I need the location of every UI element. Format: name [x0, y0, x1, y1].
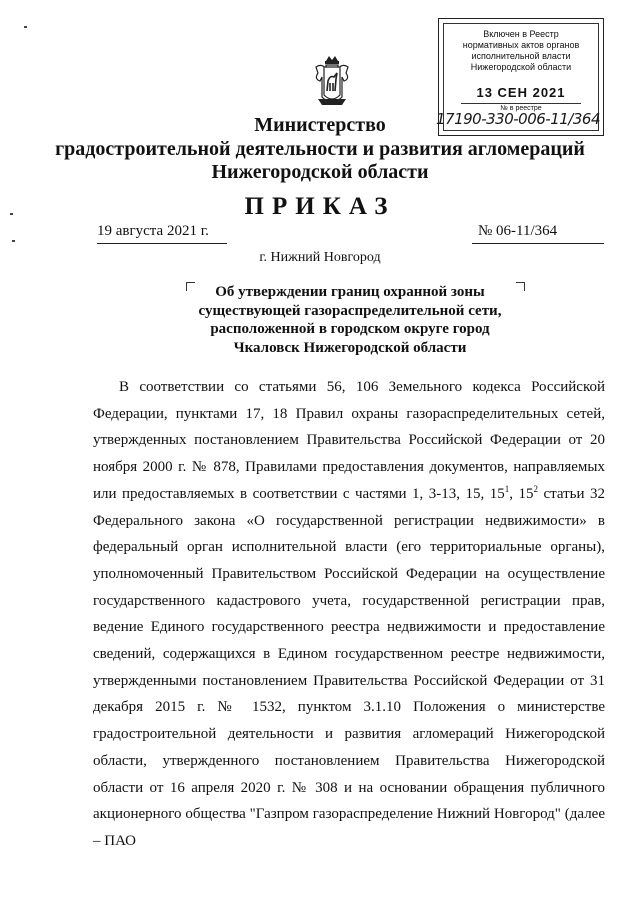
- scan-mark: [10, 213, 13, 215]
- number-underline: [472, 243, 604, 244]
- scan-mark: [12, 240, 15, 242]
- date-underline: [97, 243, 227, 244]
- stamp-registry-caption: № в реестре: [500, 105, 542, 112]
- coat-of-arms-icon: [312, 55, 352, 110]
- stamp-line-3: исполнительной власти: [471, 51, 571, 61]
- body-text-part-3: статьи 32 Федерального закона «О государственной регистрации недвижимости» в федеральный орган исполнительной власти (его территориальные органы), уполномоченный Правительством Российской Федерации на осуществление государственного кадастрового учета, государственной регистрации прав, ведение Единого государственного реестра недвижимости и предоставление сведений, содержащихся в Едином государственном реестре недвижимости, утвержденными постановлением Правительства Российской Федерации от 31 декабря 2015 г. № 1532, пунктом 3.1.10 Положения о министерстве градостроительной деятельности и развития агломераций Нижегородской области, утвержденного постановлением Правительства Нижегородской области от 16 апреля 2020 г. № 308 и на основании обращения публичного акционерного общества "Газпром газораспределение Нижний Новгород" (далее – ПАО: [93, 485, 606, 849]
- ministry-title-line-2: градостроительной деятельности и развития агломераций: [55, 138, 585, 160]
- stamp-line-2: нормативных актов органов: [462, 40, 580, 50]
- subject-line-4: Чкаловск Нижегородской области: [233, 339, 467, 356]
- scan-mark: [24, 26, 27, 28]
- stamp-date: 13 СЕН 2021: [476, 85, 566, 100]
- subject-line-1: Об утверждении границ охранной зоны: [215, 284, 485, 300]
- body-paragraph: [93, 374, 605, 855]
- handwritten-registry-number: 17190-330-006-11/364: [436, 110, 600, 128]
- document-type-heading: ПРИКАЗ: [244, 193, 396, 220]
- ministry-title-line-1: Министерство: [254, 114, 386, 136]
- subject-line-3: расположенной в городском округе город: [210, 321, 490, 337]
- subject-line-2: существующей газораспределительной сети,: [198, 302, 502, 319]
- stamp-line-4: Нижегородской области: [470, 62, 572, 72]
- document-number: № 06-11/364: [478, 223, 558, 239]
- body-text-part-1: В соответствии со статьями 56, 106 Земельного кодекса Российской Федерации, пунктами 17, 18 Правил охраны газораспределительных сетей, утвержденных постановлением Правительства Российской Федерации от 20 ноября 2000 г. № 878, Правилами предоставления документов, направляемых или предоставляемых в соответствии с частями 1, 3-13, 15, 15: [93, 379, 605, 502]
- stamp-line-1: Включен в Реестр: [483, 29, 559, 39]
- body-text-part-2: , 15: [509, 485, 534, 502]
- ministry-title-line-3: Нижегородской области: [211, 161, 429, 183]
- superscript-2: 2: [533, 483, 538, 494]
- stamp-rule: [461, 103, 581, 104]
- document-city: г. Нижний Новгород: [259, 250, 381, 265]
- document-subject: [160, 283, 540, 357]
- superscript-1: 1: [504, 483, 510, 494]
- document-date: 19 августа 2021 г.: [97, 223, 209, 239]
